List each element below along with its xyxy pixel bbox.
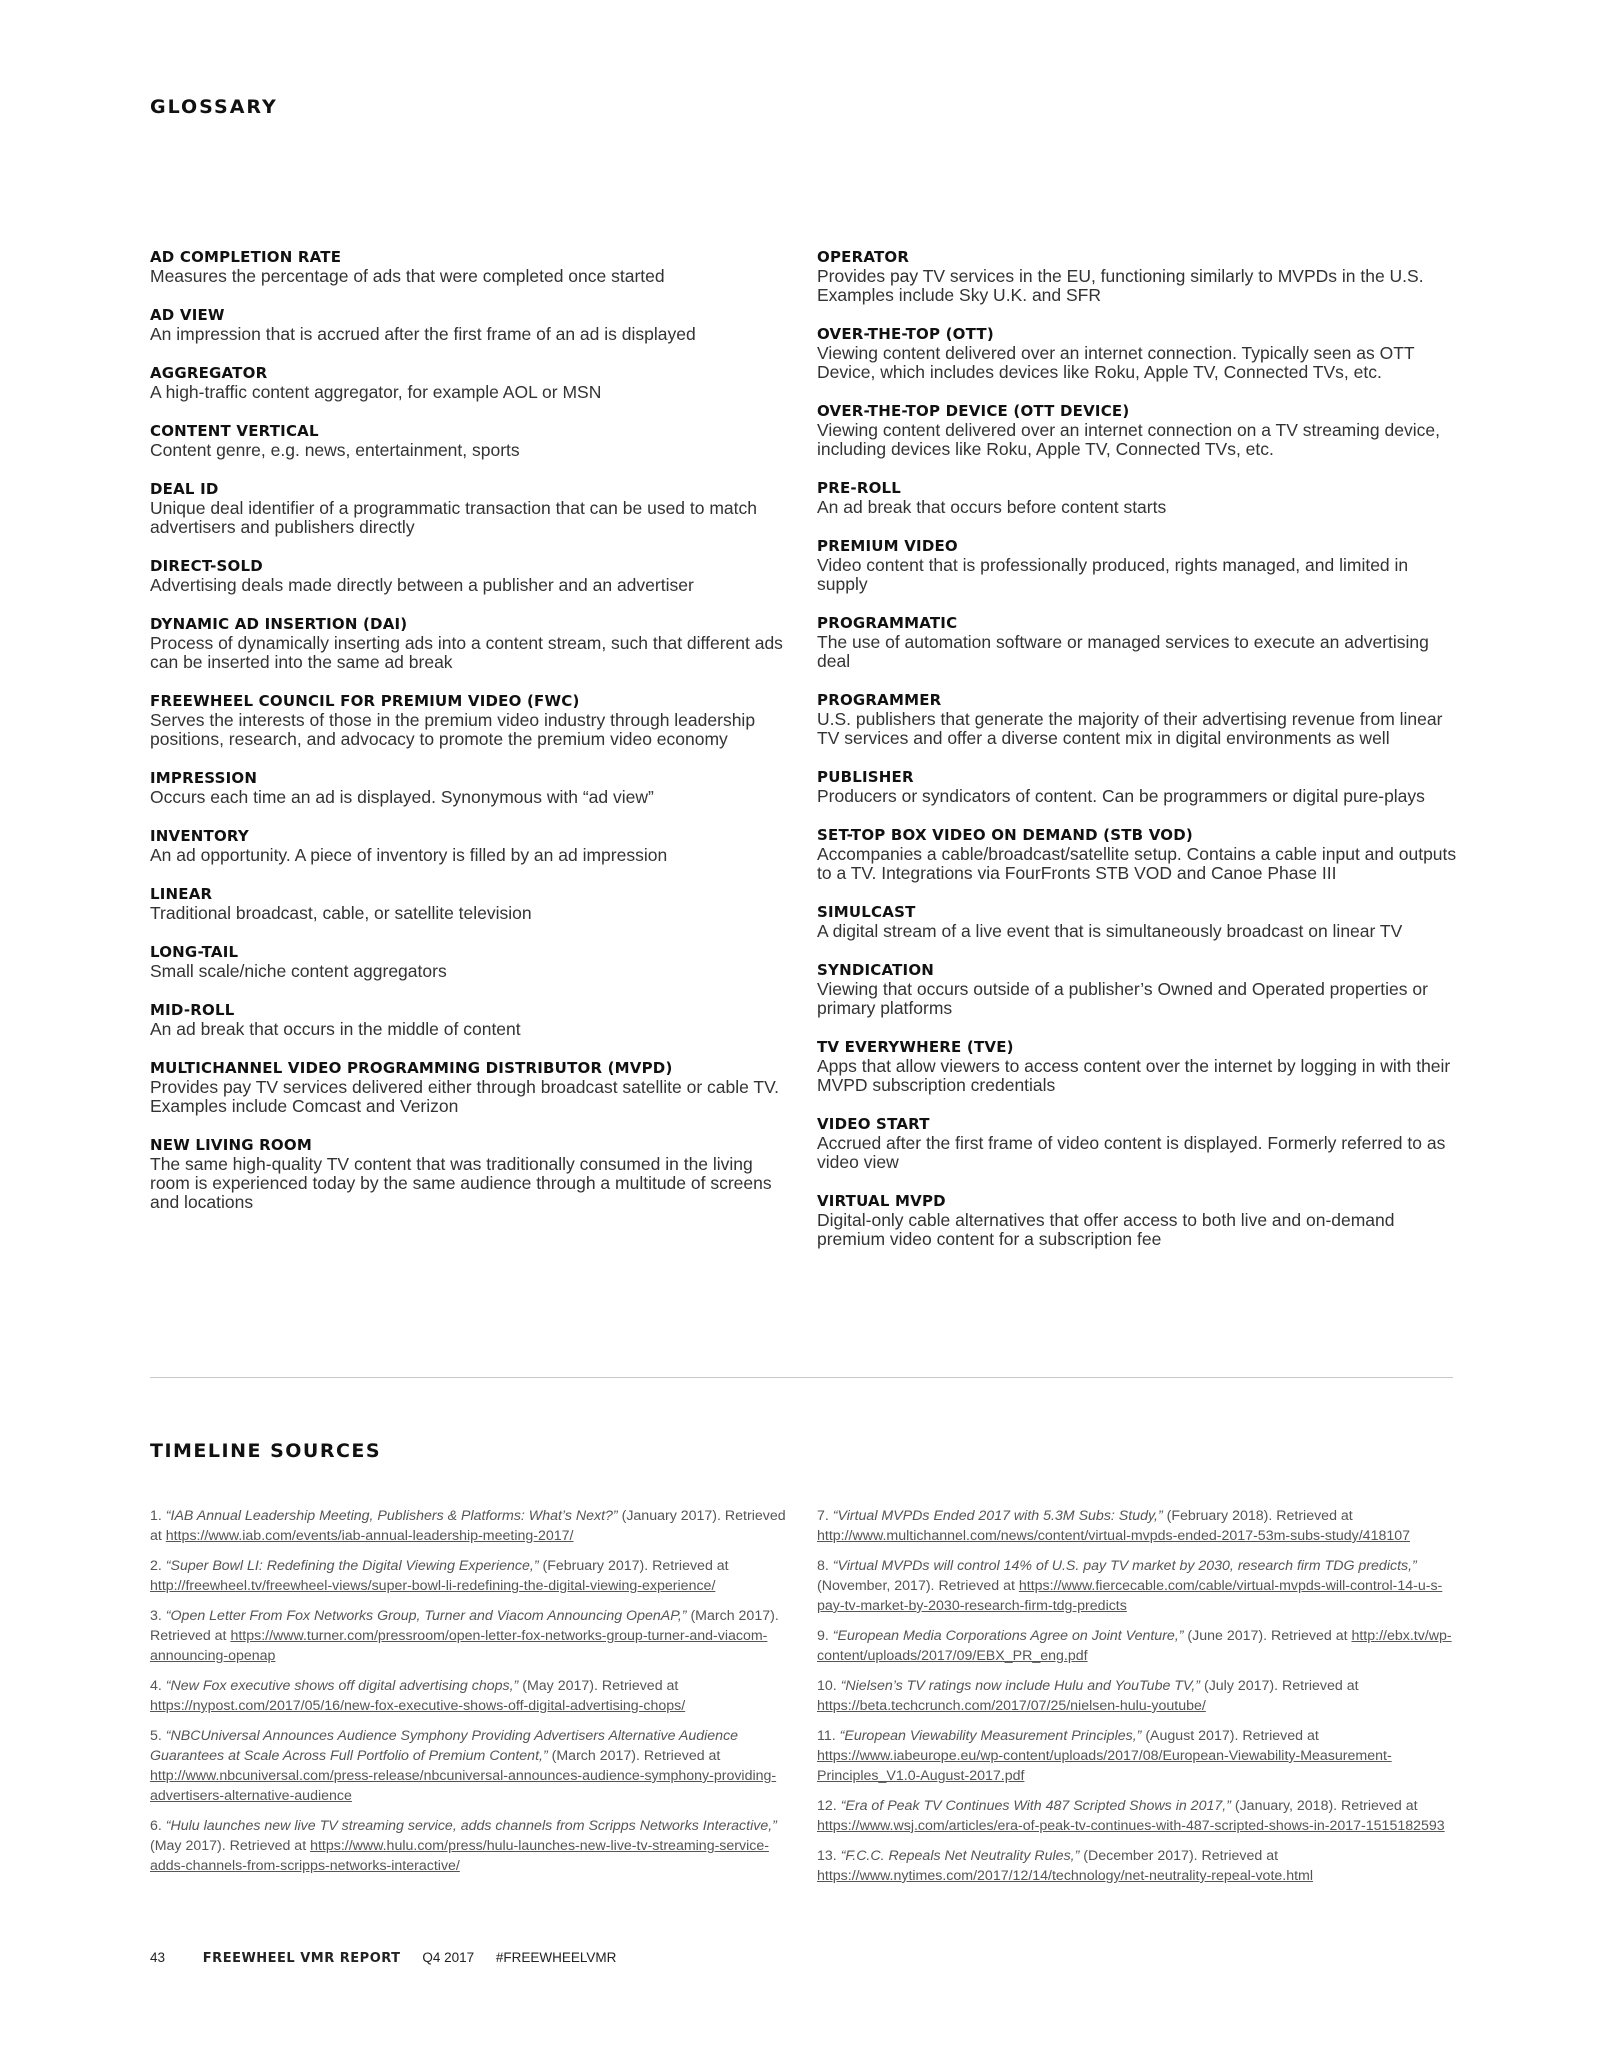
- source-title: “Open Letter From Fox Networks Group, Turner and Viacom Announcing OpenAP,”: [165, 1608, 687, 1624]
- source-title: “Era of Peak TV Continues With 487 Scripted Shows in 2017,”: [840, 1798, 1231, 1814]
- source-link[interactable]: https://beta.techcrunch.com/2017/07/25/nielsen-hulu-youtube/: [817, 1698, 1206, 1714]
- glossary-term: PUBLISHER: [817, 768, 914, 786]
- source-number: 13.: [817, 1848, 837, 1864]
- glossary-entry: [817, 1192, 1457, 1249]
- glossary-term: LINEAR: [150, 885, 213, 903]
- glossary-definition: Content genre, e.g. news, entertainment, sports: [150, 440, 520, 460]
- source-date: (February 2017). Retrieved at: [538, 1558, 729, 1574]
- source-title: “IAB Annual Leadership Meeting, Publishers & Platforms: What’s Next?”: [165, 1508, 618, 1524]
- glossary-entry: [817, 614, 1457, 671]
- glossary-definition: A digital stream of a live event that is simultaneously broadcast on linear TV: [817, 921, 1403, 941]
- glossary-definition: U.S. publishers that generate the majority of their advertising revenue from linear TV services and offer a diverse content mix in digital environments as well: [817, 709, 1443, 748]
- glossary-definition: Accompanies a cable/broadcast/satellite setup. Contains a cable input and outputs to a TV. Integrations via FourFronts STB VOD and Canoe Phase III: [817, 844, 1457, 883]
- source-link[interactable]: https://www.iab.com/events/iab-annual-leadership-meeting-2017/: [165, 1528, 574, 1544]
- source-title: “Super Bowl LI: Redefining the Digital Viewing Experience,”: [165, 1558, 539, 1574]
- glossary-term: MID-ROLL: [150, 1001, 235, 1019]
- glossary-entry: [817, 1115, 1457, 1172]
- source-date: (March 2017). Retrieved at: [150, 1608, 779, 1644]
- source-link[interactable]: https://www.fiercecable.com/cable/virtual-mvpds-will-control-14-u-s-pay-tv-market-by-2030-research-firm-tdg-predicts: [817, 1578, 1443, 1614]
- source-link[interactable]: http://www.multichannel.com/news/content/virtual-mvpds-ended-2017-53m-subs-study/418107: [817, 1528, 1411, 1544]
- glossary-entry: [150, 1136, 790, 1212]
- glossary-definition: An ad break that occurs before content starts: [817, 497, 1167, 517]
- glossary-term: OVER-THE-TOP (OTT): [817, 325, 994, 343]
- glossary-term: INVENTORY: [150, 827, 249, 845]
- source-date: (June 2017). Retrieved at: [1183, 1628, 1352, 1644]
- source-number: 6.: [150, 1818, 162, 1834]
- source-entry: [817, 1796, 1457, 1836]
- source-number: 9.: [817, 1628, 829, 1644]
- glossary-term: PRE-ROLL: [817, 479, 902, 497]
- source-entry: [817, 1726, 1457, 1786]
- glossary-definition: A high-traffic content aggregator, for example AOL or MSN: [150, 382, 602, 402]
- glossary-term: AD VIEW: [150, 306, 225, 324]
- source-entry: [817, 1846, 1457, 1886]
- report-hashtag: #FREEWHEELVMR: [495, 1950, 617, 1965]
- glossary-term: AD COMPLETION RATE: [150, 248, 342, 266]
- page-number: 43: [150, 1950, 166, 1965]
- source-title: “Virtual MVPDs Ended 2017 with 5.3M Subs: Study,”: [832, 1508, 1163, 1524]
- glossary-entry: [150, 1001, 790, 1039]
- sources-column-right: [817, 1506, 1457, 1896]
- glossary-entry: [817, 402, 1457, 459]
- report-issue: Q4 2017: [422, 1950, 475, 1965]
- glossary-entry: [150, 364, 790, 402]
- glossary-entry: [150, 692, 790, 749]
- source-link[interactable]: https://nypost.com/2017/05/16/new-fox-executive-shows-off-digital-advertising-chops/: [150, 1698, 686, 1714]
- glossary-term: PROGRAMMATIC: [817, 614, 958, 632]
- glossary-term: TV EVERYWHERE (TVE): [817, 1038, 1014, 1056]
- glossary-term: SIMULCAST: [817, 903, 916, 921]
- glossary-definition: Provides pay TV services delivered either through broadcast satellite or cable TV. Examples include Comcast and Verizon: [150, 1077, 780, 1116]
- source-number: 12.: [817, 1798, 837, 1814]
- glossary-definition: Process of dynamically inserting ads into a content stream, such that different ads can be inserted into the same ad break: [150, 633, 783, 672]
- source-link[interactable]: http://www.nbcuniversal.com/press-release/nbcuniversal-announces-audience-symphony-providing-advertisers-alternative-audience: [150, 1768, 777, 1804]
- glossary-entry: [817, 691, 1457, 748]
- glossary-definition: Viewing content delivered over an internet connection. Typically seen as OTT Device, which includes devices like Roku, Apple TV, Connected TVs, etc.: [817, 343, 1415, 382]
- source-number: 7.: [817, 1508, 829, 1524]
- source-number: 5.: [150, 1728, 162, 1744]
- glossary-column-left: [150, 248, 790, 1232]
- source-date: (January 2017). Retrieved at: [150, 1508, 786, 1544]
- glossary-column-right: [817, 248, 1457, 1269]
- glossary-entry: [817, 1038, 1457, 1095]
- timeline-sources-heading: TIMELINE SOURCES: [150, 1440, 382, 1462]
- source-entry: [817, 1676, 1457, 1716]
- glossary-definition: Measures the percentage of ads that were completed once started: [150, 266, 665, 286]
- source-number: 10.: [817, 1678, 837, 1694]
- source-date: (May 2017). Retrieved at: [150, 1838, 311, 1854]
- source-entry: [150, 1816, 790, 1876]
- glossary-entry: [150, 769, 790, 807]
- glossary-entry: [150, 885, 790, 923]
- glossary-term: DIRECT-SOLD: [150, 557, 263, 575]
- glossary-definition: An ad opportunity. A piece of inventory is filled by an ad impression: [150, 845, 668, 865]
- glossary-entry: [150, 306, 790, 344]
- source-title: “Virtual MVPDs will control 14% of U.S. pay TV market by 2030, research firm TDG predicts,”: [832, 1558, 1417, 1574]
- source-link[interactable]: https://www.turner.com/pressroom/open-letter-fox-networks-group-turner-and-viacom-announcing-openap: [150, 1628, 768, 1664]
- glossary-entry: [150, 422, 790, 460]
- glossary-entry: [150, 615, 790, 672]
- glossary-entry: [150, 827, 790, 865]
- source-date: (July 2017). Retrieved at: [1200, 1678, 1359, 1694]
- source-entry: [817, 1506, 1457, 1546]
- page-footer: [150, 1950, 634, 1966]
- source-title: “Nielsen’s TV ratings now include Hulu and YouTube TV,”: [840, 1678, 1201, 1694]
- source-title: “Hulu launches new live TV streaming service, adds channels from Scripps Networks Interactive,”: [165, 1818, 777, 1834]
- glossary-definition: Provides pay TV services in the EU, functioning similarly to MVPDs in the U.S. Examples include Sky U.K. and SFR: [817, 266, 1424, 305]
- source-date: (May 2017). Retrieved at: [518, 1678, 679, 1694]
- section-divider: [150, 1377, 1453, 1378]
- glossary-entry: [150, 557, 790, 595]
- source-date: (August 2017). Retrieved at: [1141, 1728, 1319, 1744]
- glossary-entry: [150, 248, 790, 286]
- glossary-definition: Video content that is professionally produced, rights managed, and limited in supply: [817, 555, 1409, 594]
- glossary-term: DYNAMIC AD INSERTION (DAI): [150, 615, 408, 633]
- source-link[interactable]: https://www.wsj.com/articles/era-of-peak-tv-continues-with-487-scripted-shows-in-2017-1515182593: [817, 1818, 1445, 1834]
- source-title: “F.C.C. Repeals Net Neutrality Rules,”: [840, 1848, 1080, 1864]
- glossary-term: FREEWHEEL COUNCIL FOR PREMIUM VIDEO (FWC): [150, 692, 580, 710]
- glossary-definition: The same high-quality TV content that was traditionally consumed in the living room is experienced today by the same audience through a multitude of screens and locations: [150, 1154, 772, 1212]
- source-entry: [817, 1556, 1457, 1616]
- source-date: (February 2018). Retrieved at: [1162, 1508, 1353, 1524]
- glossary-term: OVER-THE-TOP DEVICE (OTT DEVICE): [817, 402, 1130, 420]
- glossary-definition: Accrued after the first frame of video content is displayed. Formerly referred to as video view: [817, 1133, 1446, 1172]
- source-title: “NBCUniversal Announces Audience Symphony Providing Advertisers Alternative Audience Guarantees at Scale Across Full Portfolio of Premium Content,”: [150, 1728, 739, 1764]
- source-date: (November, 2017). Retrieved at: [817, 1578, 1019, 1594]
- source-entry: [150, 1556, 790, 1596]
- glossary-entry: [150, 480, 790, 537]
- glossary-definition: Unique deal identifier of a programmatic transaction that can be used to match advertisers and publishers directly: [150, 498, 758, 537]
- sources-column-left: [150, 1506, 790, 1886]
- source-number: 8.: [817, 1558, 829, 1574]
- glossary-entry: [817, 903, 1457, 941]
- glossary-term: SYNDICATION: [817, 961, 935, 979]
- source-entry: [150, 1506, 790, 1546]
- source-number: 4.: [150, 1678, 162, 1694]
- glossary-term: LONG-TAIL: [150, 943, 239, 961]
- glossary-entry: [817, 961, 1457, 1018]
- source-date: (December 2017). Retrieved at: [1079, 1848, 1279, 1864]
- source-date: (January, 2018). Retrieved at: [1230, 1798, 1418, 1814]
- glossary-term: IMPRESSION: [150, 769, 258, 787]
- glossary-entry: [817, 826, 1457, 883]
- source-link[interactable]: https://www.hulu.com/press/hulu-launches-new-live-tv-streaming-service-adds-channels-from-scripps-networks-interactive/: [150, 1838, 769, 1874]
- glossary-definition: Advertising deals made directly between a publisher and an advertiser: [150, 575, 694, 595]
- source-entry: [817, 1626, 1457, 1666]
- source-link[interactable]: https://www.iabeurope.eu/wp-content/uploads/2017/08/European-Viewability-Measurement-Principles_V1.0-August-2017.pdf: [817, 1748, 1392, 1784]
- source-link[interactable]: https://www.nytimes.com/2017/12/14/technology/net-neutrality-repeal-vote.html: [817, 1868, 1314, 1884]
- source-title: “European Media Corporations Agree on Joint Venture,”: [832, 1628, 1184, 1644]
- source-entry: [150, 1606, 790, 1666]
- glossary-term: VIRTUAL MVPD: [817, 1192, 946, 1210]
- source-number: 1.: [150, 1508, 162, 1524]
- glossary-term: PREMIUM VIDEO: [817, 537, 958, 555]
- source-number: 3.: [150, 1608, 162, 1624]
- glossary-term: OPERATOR: [817, 248, 910, 266]
- glossary-definition: Viewing content delivered over an internet connection on a TV streaming device, including devices like Roku, Apple TV, Connected TVs, etc.: [817, 420, 1440, 459]
- glossary-term: AGGREGATOR: [150, 364, 268, 382]
- glossary-term: VIDEO START: [817, 1115, 930, 1133]
- glossary-definition: Small scale/niche content aggregators: [150, 961, 447, 981]
- glossary-entry: [817, 325, 1457, 382]
- source-entry: [150, 1726, 790, 1806]
- glossary-definition: Traditional broadcast, cable, or satellite television: [150, 903, 532, 923]
- glossary-entry: [817, 768, 1457, 806]
- glossary-definition: An impression that is accrued after the first frame of an ad is displayed: [150, 324, 696, 344]
- source-entry: [150, 1676, 790, 1716]
- glossary-definition: Occurs each time an ad is displayed. Synonymous with “ad view”: [150, 787, 654, 807]
- glossary-term: CONTENT VERTICAL: [150, 422, 319, 440]
- glossary-term: MULTICHANNEL VIDEO PROGRAMMING DISTRIBUTOR (MVPD): [150, 1059, 673, 1077]
- source-date: (March 2017). Retrieved at: [547, 1748, 721, 1764]
- report-brand: FREEWHEEL VMR REPORT: [202, 1951, 401, 1966]
- glossary-entry: [817, 537, 1457, 594]
- page-title: GLOSSARY: [150, 96, 278, 118]
- glossary-definition: Serves the interests of those in the premium video industry through leadership positions, research, and advocacy to promote the premium video economy: [150, 710, 756, 749]
- glossary-definition: Viewing that occurs outside of a publisher’s Owned and Operated properties or primary platforms: [817, 979, 1428, 1018]
- glossary-term: DEAL ID: [150, 480, 219, 498]
- glossary-entry: [150, 943, 790, 981]
- glossary-term: SET-TOP BOX VIDEO ON DEMAND (STB VOD): [817, 826, 1193, 844]
- source-number: 11.: [817, 1728, 836, 1744]
- glossary-definition: Digital-only cable alternatives that offer access to both live and on-demand premium video content for a subscription fee: [817, 1210, 1395, 1249]
- glossary-definition: The use of automation software or managed services to execute an advertising deal: [817, 632, 1429, 671]
- glossary-definition: Apps that allow viewers to access content over the internet by logging in with their MVPD subscription credentials: [817, 1056, 1451, 1095]
- glossary-term: PROGRAMMER: [817, 691, 942, 709]
- source-title: “European Viewability Measurement Principles,”: [839, 1728, 1142, 1744]
- glossary-definition: An ad break that occurs in the middle of content: [150, 1019, 521, 1039]
- glossary-entry: [817, 248, 1457, 305]
- glossary-definition: Producers or syndicators of content. Can be programmers or digital pure-plays: [817, 786, 1425, 806]
- glossary-entry: [150, 1059, 790, 1116]
- source-title: “New Fox executive shows off digital advertising chops,”: [165, 1678, 519, 1694]
- source-link[interactable]: http://ebx.tv/wp-content/uploads/2017/09/EBX_PR_eng.pdf: [817, 1628, 1452, 1664]
- glossary-entry: [817, 479, 1457, 517]
- source-number: 2.: [150, 1558, 162, 1574]
- glossary-term: NEW LIVING ROOM: [150, 1136, 312, 1154]
- source-link[interactable]: http://freewheel.tv/freewheel-views/super-bowl-li-redefining-the-digital-viewing-experience/: [150, 1578, 716, 1594]
